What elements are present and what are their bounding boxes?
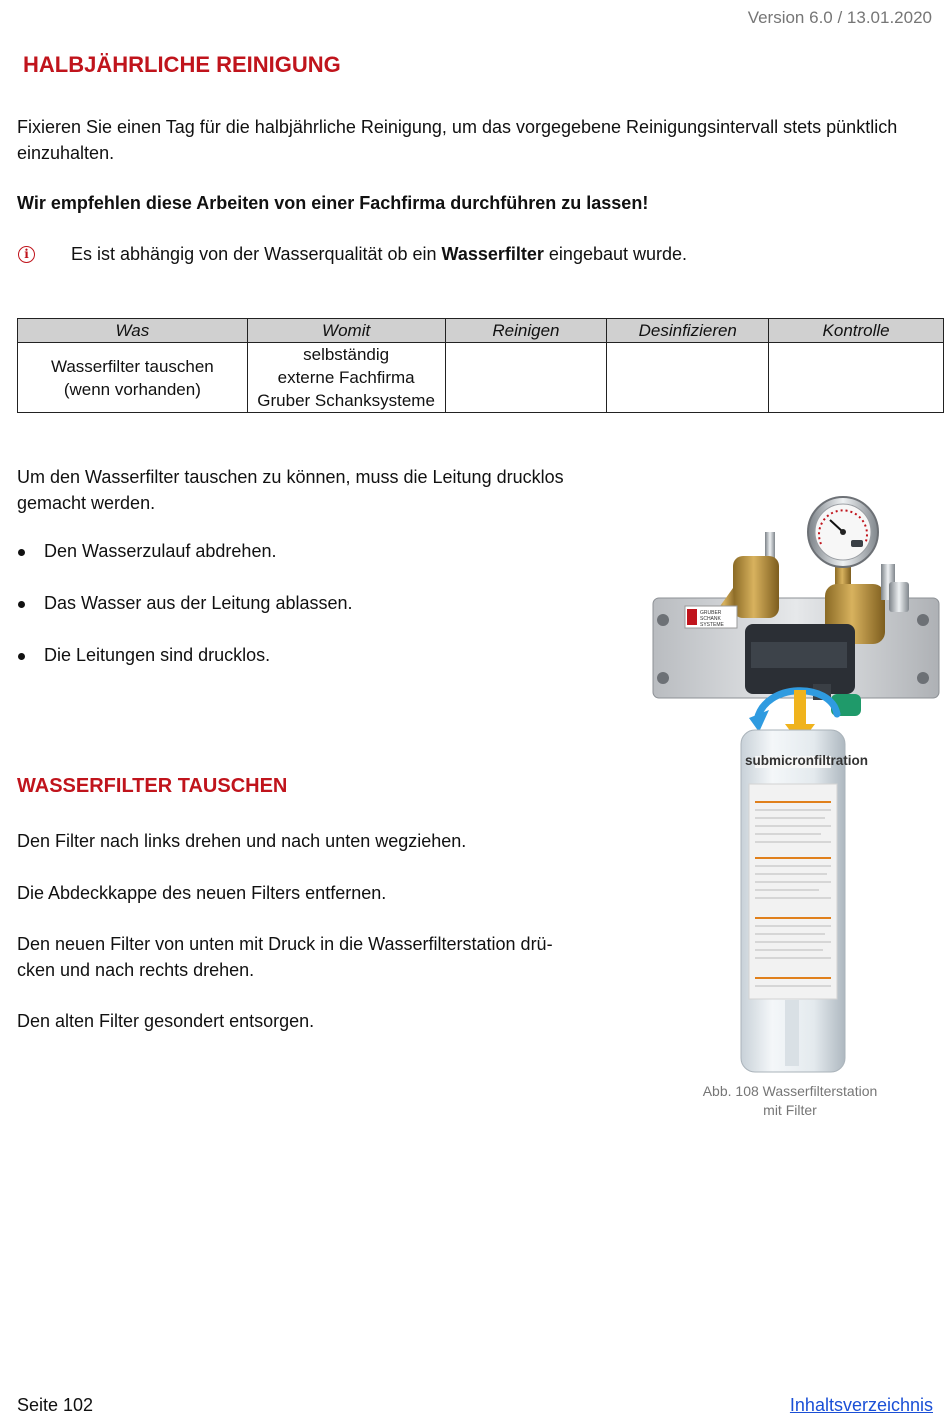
pull-down-arrow-icon — [794, 690, 806, 726]
figure-caption-line: mit Filter — [763, 1102, 817, 1118]
cell-desinfizieren — [607, 343, 769, 413]
intro-paragraph: Fixieren Sie einen Tag für die halbjährliche Reinigung, um das vorgegebene Reinigungsintervall stets pünktlich einzuhalten. — [17, 117, 898, 163]
table-header-desinfizieren: Desinfizieren — [607, 319, 769, 343]
logo-text-line: SCHANK — [700, 616, 721, 622]
table-of-contents-link[interactable]: Inhaltsverzeichnis — [789, 1395, 933, 1415]
logo-text-line: GRUBER — [700, 610, 722, 616]
table-header-kontrolle: Kontrolle — [769, 319, 944, 343]
list-item: Das Wasser aus der Leitung ablassen. — [17, 593, 617, 619]
instruction-step-line: Den neuen Filter von unten mit Druck in die Wasserfilterstation drü- — [17, 934, 553, 954]
instruction-step-line: cken und nach rechts drehen. — [17, 960, 255, 980]
water-quality-note — [71, 241, 687, 267]
cell-reinigen — [445, 343, 607, 413]
figure-caption-line: Abb. 108 Wasserfilterstation — [702, 1083, 878, 1099]
section-title-halbjaehrliche-reinigung: HALBJÄHRLICHE REINIGUNG — [23, 52, 341, 77]
instruction-step: Die Abdeckkappe des neuen Filters entfernen. — [17, 883, 387, 903]
instruction-step: Den alten Filter gesondert entsorgen. — [17, 1011, 315, 1031]
cleaning-plan-table — [17, 318, 944, 413]
page-number: Seite 102 — [17, 1395, 94, 1415]
note-text-bold: Wasserfilter — [441, 244, 544, 264]
section-title-wasserfilter-tauschen: WASSERFILTER TAUSCHEN — [17, 775, 288, 797]
table-header-was: Was — [18, 319, 248, 343]
table-header-womit: Womit — [247, 319, 445, 343]
table-header-reinigen: Reinigen — [445, 319, 607, 343]
recommendation-text: Wir empfehlen diese Arbeiten von einer Fachfirma durchführen zu lassen! — [17, 193, 649, 213]
document-version: Version 6.0 / 13.01.2020 — [747, 8, 932, 27]
list-item: Den Wasserzulauf abdrehen. — [17, 541, 617, 567]
info-icon: i — [18, 246, 35, 263]
pressure-steps-list — [17, 541, 617, 697]
list-item: Die Leitungen sind drucklos. — [17, 645, 617, 671]
table-row — [18, 343, 944, 413]
logo-text-line: SYSTEME — [700, 622, 724, 628]
cell-was-line: Wasserfilter tauschen — [50, 356, 214, 376]
table-header-row — [18, 319, 944, 343]
note-text-after: eingebaut wurde. — [543, 244, 688, 264]
cell-womit-line: Gruber Schanksysteme — [257, 391, 435, 410]
cell-was — [18, 343, 248, 413]
water-filter-station-image — [645, 488, 945, 1080]
cell-womit-line: selbständig — [303, 345, 390, 364]
note-text-before: Es ist abhängig von der Wasserqualität ob ein — [71, 244, 442, 264]
pressure-intro: Um den Wasserfilter tauschen zu können, muss die Leitung drucklos gemacht werden. — [17, 467, 564, 513]
cell-womit-line: externe Fachfirma — [277, 368, 415, 387]
cell-was-line: (wenn vorhanden) — [63, 379, 201, 399]
cartridge-brand-label: submicronfiltration — [745, 753, 869, 768]
figure-caption — [690, 1082, 890, 1120]
cell-kontrolle — [769, 343, 944, 413]
cell-womit — [247, 343, 445, 413]
instruction-step: Den Filter nach links drehen und nach unten wegziehen. — [17, 831, 467, 851]
brass-strainer — [733, 556, 779, 618]
